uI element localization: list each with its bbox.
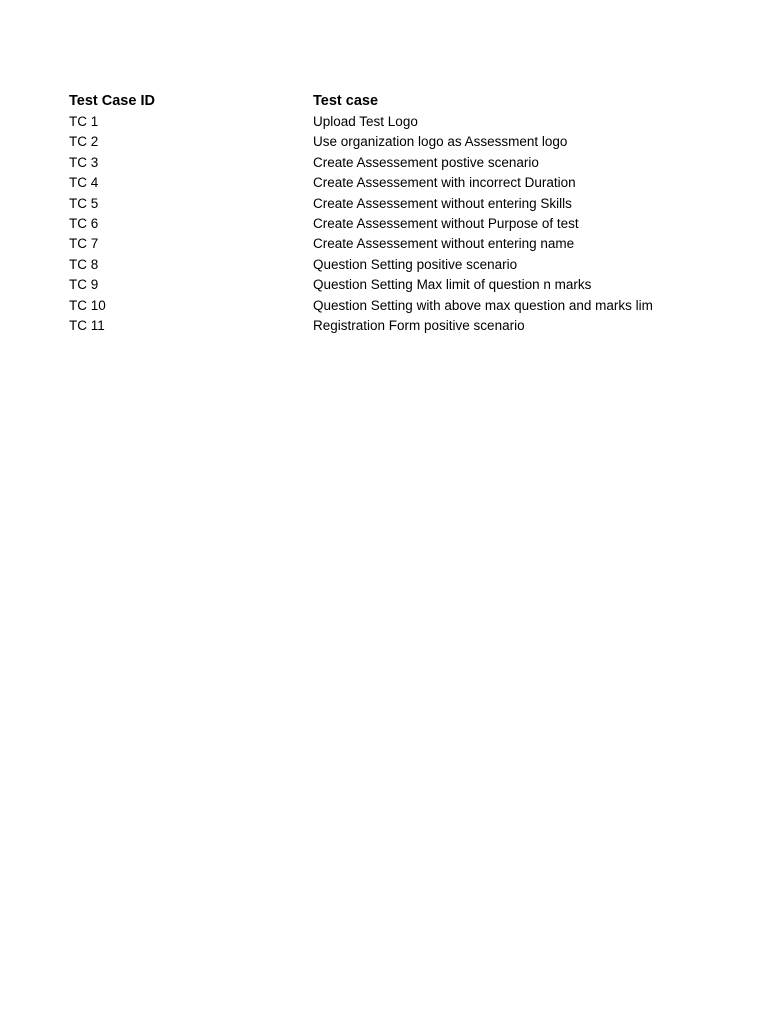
test-case-cell: Create Assessement without entering name (313, 236, 575, 252)
test-case-table (69, 90, 656, 336)
table-row (69, 112, 656, 132)
header-test-case: Test case (313, 93, 379, 109)
test-case-cell: Create Assessement with incorrect Duration (313, 175, 576, 191)
table-row (69, 194, 656, 214)
table-header-row (69, 90, 656, 112)
table-row (69, 316, 656, 336)
test-case-cell: Question Setting Max limit of question n marks (313, 277, 592, 293)
test-case-cell: Create Assessement without Purpose of test (313, 215, 579, 231)
table-row (69, 153, 656, 173)
test-case-cell: Create Assessement postive scenario (313, 154, 539, 170)
table-row (69, 132, 656, 152)
test-case-id-cell: TC 9 (69, 277, 99, 293)
test-case-id-cell: TC 4 (69, 175, 99, 191)
test-case-cell: Question Setting with above max question and marks lim (313, 297, 653, 313)
test-case-id-cell: TC 2 (69, 134, 99, 150)
test-case-cell: Upload Test Logo (313, 114, 418, 129)
table-row (69, 234, 656, 254)
table-row (69, 255, 656, 275)
test-case-id-cell: TC 5 (69, 195, 99, 211)
test-case-id-cell: TC 11 (69, 317, 105, 333)
test-case-cell: Use organization logo as Assessment logo (313, 134, 568, 150)
test-case-id-cell: TC 7 (69, 236, 99, 252)
test-case-id-cell: TC 10 (69, 297, 106, 313)
test-case-cell: Question Setting positive scenario (313, 256, 518, 272)
test-case-cell: Create Assessement without entering Skills (313, 195, 572, 211)
test-case-id-cell: TC 3 (69, 154, 99, 170)
table-row (69, 173, 656, 193)
table-row (69, 214, 656, 234)
header-test-case-id: Test Case ID (69, 93, 155, 109)
test-case-id-cell: TC 8 (69, 256, 99, 272)
table-row (69, 296, 656, 316)
test-case-cell: Registration Form positive scenario (313, 317, 525, 333)
table-row (69, 275, 656, 295)
test-case-id-cell: TC 6 (69, 215, 99, 231)
test-case-id-cell: TC 1 (69, 114, 99, 129)
